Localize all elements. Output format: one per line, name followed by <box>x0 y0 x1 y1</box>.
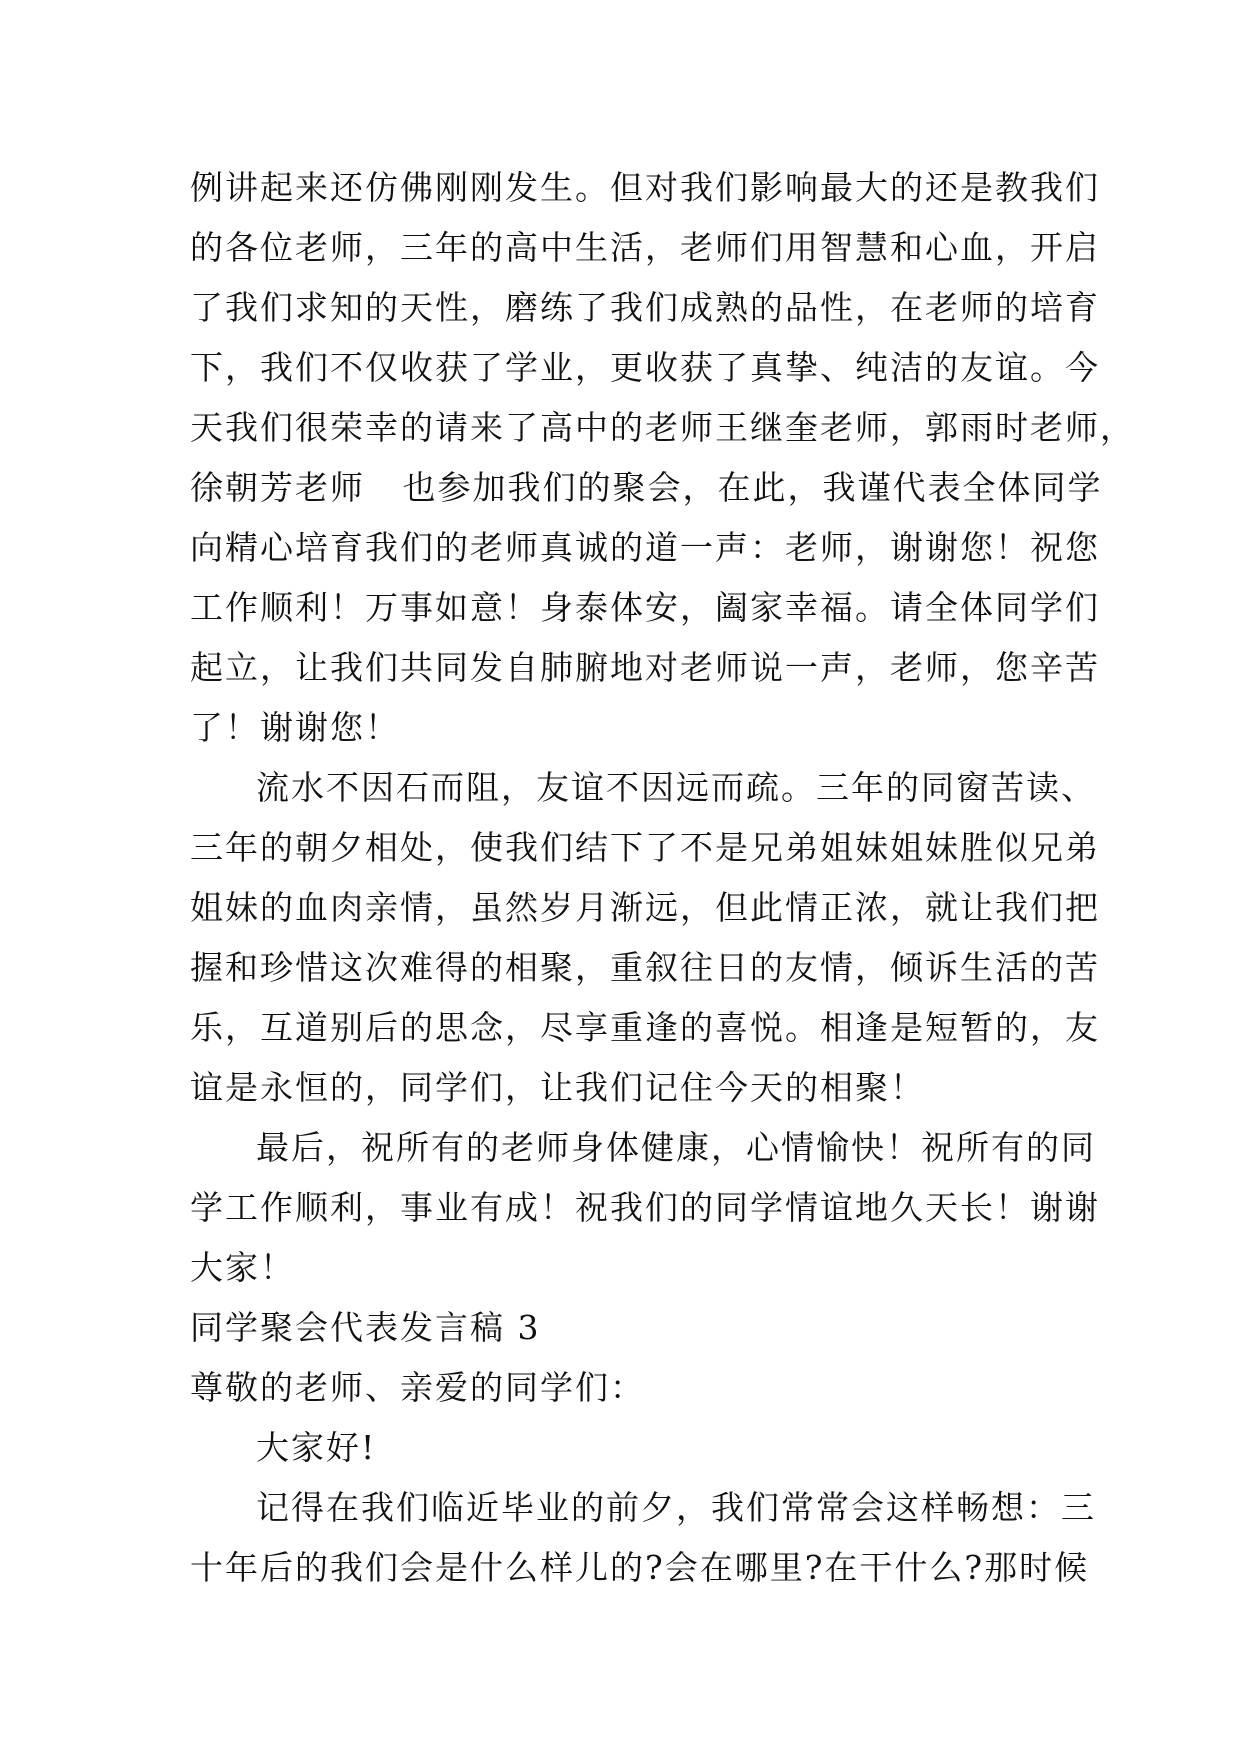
text-line: 了我们求知的天性，磨练了我们成熟的品性，在老师的培育 <box>190 288 1100 327</box>
text-line: 的各位老师，三年的高中生活，老师们用智慧和心血，开启 <box>190 228 1100 267</box>
text-line: 例讲起来还仿佛刚刚发生。但对我们影响最大的还是教我们 <box>190 168 1100 207</box>
text-line: 起立，让我们共同发自肺腑地对老师说一声，老师，您辛苦 <box>190 648 1100 687</box>
paragraph-start-line: 记得在我们临近毕业的前夕，我们常常会这样畅想：三 <box>256 1488 1096 1527</box>
paragraph-start-line: 最后，祝所有的老师身体健康，心情愉快！祝所有的同 <box>256 1128 1096 1167</box>
greeting: 大家好! <box>256 1428 377 1467</box>
text-line: 乐，互道别后的思念，尽享重逢的喜悦。相逢是短暂的，友 <box>190 1008 1100 1047</box>
text-line: 下，我们不仅收获了学业，更收获了真挚、纯洁的友谊。今 <box>190 348 1100 387</box>
text-line: 握和珍惜这次难得的相聚，重叙往日的友情，倾诉生活的苦 <box>190 948 1100 987</box>
section-title: 同学聚会代表发言稿 3 <box>190 1308 541 1347</box>
text-line: 谊是永恒的，同学们，让我们记住今天的相聚！ <box>190 1068 925 1107</box>
text-line: 十年后的我们会是什么样儿的?会在哪里?在干什么?那时候 <box>190 1548 1090 1587</box>
document-body <box>190 158 1135 1598</box>
text-line: 大家！ <box>190 1248 295 1287</box>
text-line: 徐朝芳老师 也参加我们的聚会，在此，我谨代表全体同学 <box>190 468 1103 507</box>
text-line: 向精心培育我们的老师真诚的道一声：老师，谢谢您！祝您 <box>190 528 1100 567</box>
text-line: 了！谢谢您！ <box>190 708 400 747</box>
salutation: 尊敬的老师、亲爱的同学们： <box>190 1368 645 1407</box>
text-line: 天我们很荣幸的请来了高中的老师王继奎老师，郭雨时老师， <box>190 408 1135 447</box>
text-line: 学工作顺利，事业有成！祝我们的同学情谊地久天长！谢谢 <box>190 1188 1100 1227</box>
text-line: 姐妹的血肉亲情，虽然岁月渐远，但此情正浓，就让我们把 <box>190 888 1100 927</box>
text-line: 工作顺利！万事如意！身泰体安，阖家幸福。请全体同学们 <box>190 588 1100 627</box>
paragraph-start-line: 流水不因石而阻，友谊不因远而疏。三年的同窗苦读、 <box>256 768 1096 807</box>
text-line: 三年的朝夕相处，使我们结下了不是兄弟姐妹姐妹胜似兄弟 <box>190 828 1100 867</box>
